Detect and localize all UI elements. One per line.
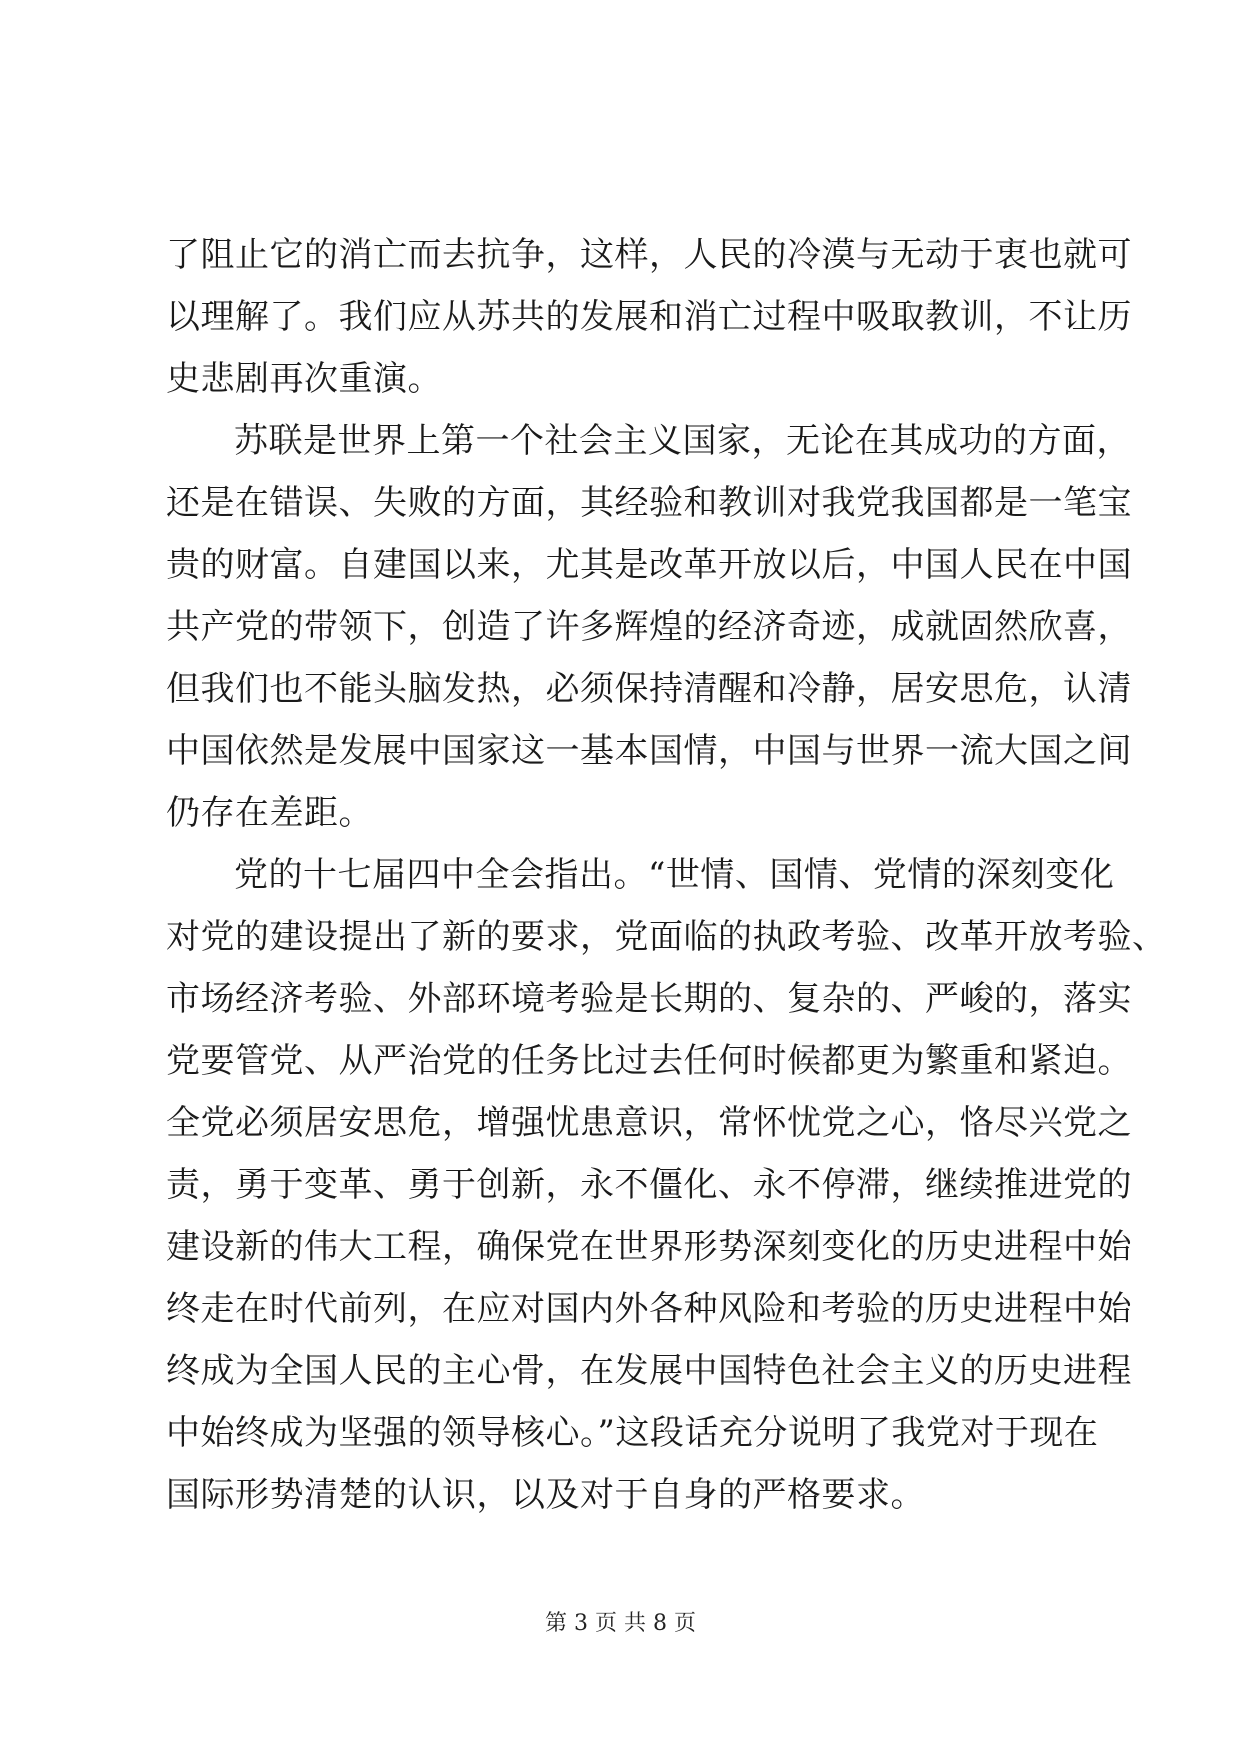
- paragraph-3-line-9: 终成为全国人民的主心骨，在发展中国特色社会主义的历史进程: [166, 1351, 1132, 1391]
- paragraph-1-line-2: 以理解了。我们应从苏共的发展和消亡过程中吸取教训，不让历: [166, 297, 1132, 337]
- paragraph-3-line-6: 责，勇于变革、勇于创新，永不僵化、永不停滞，继续推进党的: [166, 1165, 1132, 1205]
- paragraph-3-line-8: 终走在时代前列，在应对国内外各种风险和考验的历史进程中始: [166, 1289, 1132, 1329]
- document-body: [166, 224, 1167, 1526]
- paragraph-3-line-1: 党的十七届四中全会指出。“世情、国情、党情的深刻变化: [234, 855, 1115, 895]
- paragraph-1-line-3: 史悲剧再次重演。: [166, 359, 442, 399]
- paragraph-1-line-1: 了阻止它的消亡而去抗争，这样，人民的冷漠与无动于衷也就可: [166, 235, 1132, 275]
- paragraph-3-line-11: 国际形势清楚的认识，以及对于自身的严格要求。: [166, 1475, 925, 1515]
- paragraph-2-line-5: 但我们也不能头脑发热，必须保持清醒和冷静，居安思危，认清: [166, 669, 1132, 709]
- paragraph-3-line-7: 建设新的伟大工程，确保党在世界形势深刻变化的历史进程中始: [166, 1227, 1132, 1267]
- page-number-footer: 第 3 页 共 8 页: [545, 1611, 696, 1636]
- paragraph-3-line-4: 党要管党、从严治党的任务比过去任何时候都更为繁重和紧迫。: [166, 1041, 1132, 1081]
- paragraph-3-line-3: 市场经济考验、外部环境考验是长期的、复杂的、严峻的，落实: [166, 979, 1132, 1019]
- paragraph-3-line-2: 对党的建设提出了新的要求，党面临的执政考验、改革开放考验、: [166, 917, 1167, 957]
- paragraph-2-line-7: 仍存在差距。: [166, 793, 373, 833]
- paragraph-2-line-4: 共产党的带领下，创造了许多辉煌的经济奇迹，成就固然欣喜，: [166, 607, 1132, 647]
- paragraph-2-line-3: 贵的财富。自建国以来，尤其是改革开放以后，中国人民在中国: [166, 545, 1132, 585]
- paragraph-2-line-2: 还是在错误、失败的方面，其经验和教训对我党我国都是一笔宝: [166, 483, 1132, 523]
- paragraph-3-line-10: 中始终成为坚强的领导核心。”这段话充分说明了我党对于现在: [166, 1413, 1099, 1453]
- paragraph-3-line-5: 全党必须居安思危，增强忧患意识，常怀忧党之心，恪尽兴党之: [166, 1103, 1132, 1143]
- paragraph-2-line-1: 苏联是世界上第一个社会主义国家，无论在其成功的方面，: [234, 421, 1131, 461]
- paragraph-2-line-6: 中国依然是发展中国家这一基本国情，中国与世界一流大国之间: [166, 731, 1132, 771]
